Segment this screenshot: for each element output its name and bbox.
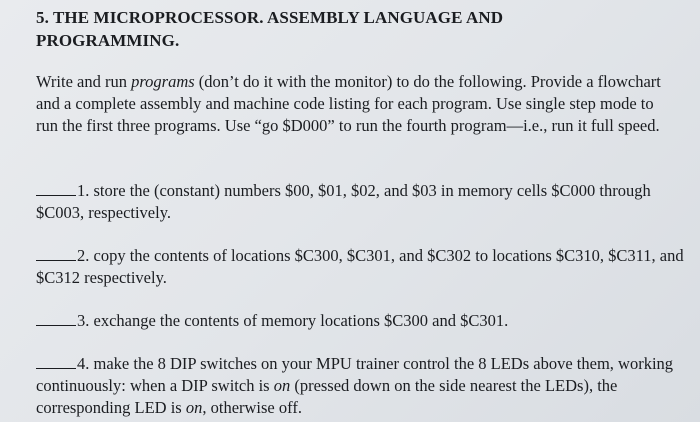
- task-text: copy the contents of locations $C300, $C301, and $C302 to locations $C310, $C311, and $C312 respectively.: [36, 246, 684, 287]
- task-number: 1.: [77, 181, 90, 200]
- heading-line-1: 5. THE MICROPROCESSOR. ASSEMBLY LANGUAGE AND: [36, 8, 504, 27]
- task-text: store the (constant) numbers $00, $01, $02, and $03 in memory cells $C000 through $C003, respectively.: [36, 181, 651, 222]
- task-text: exchange the contents of memory locations $C300 and $C301.: [89, 311, 509, 330]
- task-item-4: [36, 353, 686, 419]
- task-text-a: make the 8 DIP switches on your MPU trainer control the 8 LEDs above them, working continuously: when a DIP switch is: [36, 354, 674, 395]
- heading-line-2: PROGRAMMING.: [36, 31, 180, 50]
- answer-blank: [36, 181, 76, 196]
- section-heading: [36, 6, 596, 52]
- task-item-3: [36, 310, 686, 332]
- task-number: 4.: [77, 354, 90, 373]
- task-number: 2.: [77, 246, 90, 265]
- intro-paragraph: [36, 71, 676, 137]
- task-text-b: (pressed down on the side nearest the LEDs), the corresponding LED is: [36, 376, 618, 417]
- task-item-2: [36, 245, 686, 289]
- answer-blank: [36, 354, 76, 369]
- task-item-1: [36, 180, 686, 224]
- task-text-c: , otherwise off.: [202, 398, 302, 417]
- task-italic-on-2: on: [185, 398, 203, 417]
- task-italic-on-1: on: [273, 376, 291, 395]
- intro-italic-programs: programs: [131, 72, 195, 91]
- intro-text-start: Write and run: [36, 72, 132, 91]
- answer-blank: [36, 311, 76, 326]
- answer-blank: [36, 246, 76, 261]
- intro-text-rest: (don’t do it with the monitor) to do the following. Provide a flowchart and a complete assembly and machine code listing for each program. Use single step mode to run the first three programs. Use “go $D000” to run the fourth program—i.e., run it full speed.: [36, 72, 661, 135]
- task-number: 3.: [77, 311, 90, 330]
